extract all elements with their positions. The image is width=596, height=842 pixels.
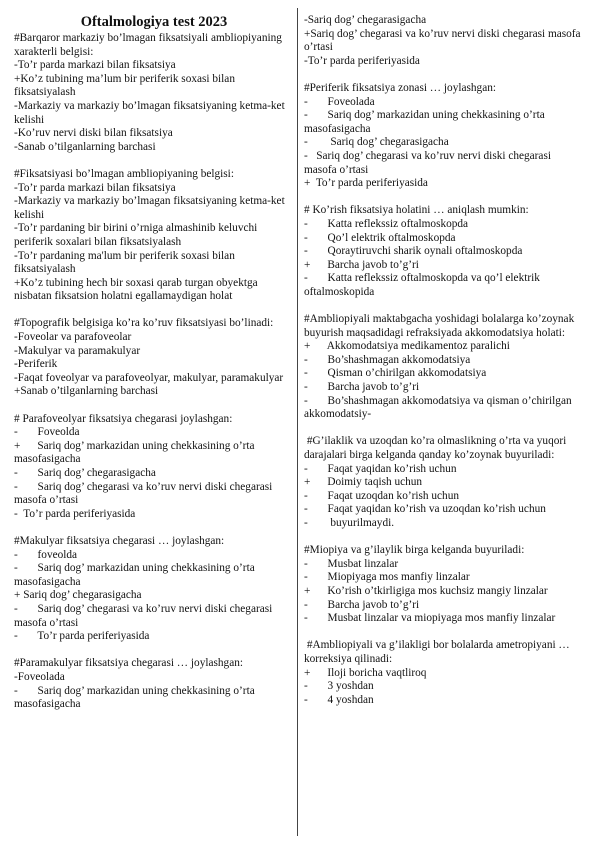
document-title: Oftalmologiya test 2023 [80,14,228,30]
answer-option-text: -To’r pardaning ma'lum bir periferik soxasi bilan fiksatsiyalash [14,249,238,276]
question-block [14,413,294,522]
answer-option-text: -Sanab o’tilganlarning barchasi [14,140,156,153]
answer-option-text: + Barcha javob to’g’ri [304,258,419,271]
answer-option-text: + Ko’rish o’tkirligiga mos kuchsiz mangiy linzalar [304,584,548,597]
question-block [304,639,586,707]
answer-option-text: - To’r parda periferiyasida [14,630,150,643]
answer-option-text: + Iloji boricha vaqtliroq [304,666,427,679]
answer-option-text: +Sariq dog’ chegarasi va ko’ruv nervi diski chegarasi masofa o’rtasi [304,27,584,54]
answer-option-text: +Ko’z tubining hech bir soxasi qarab turgan obyektga nisbatan fiksatsion holatni egallamaydigan holat [14,276,261,303]
answer-option-text: - Sariq dog’ chegarasigacha [14,467,156,479]
question-block [304,82,586,191]
answer-option-text: - 3 yoshdan [304,680,374,693]
answer-option-text: - Sariq dog’ chegarasi va ko’ruv nervi diski chegarasi masofa o’rtasi [14,602,276,629]
question-block [14,317,294,399]
answer-option [14,440,294,467]
answer-option [14,630,294,644]
question-block [14,168,294,304]
answer-option-text: -To’r pardaning bir birini o’rniga almashinib keluvchi periferik soxalari bilan fiksatsiyalash [14,222,261,248]
answer-option [14,508,294,522]
question-block [304,14,586,68]
answer-option-text: - Katta reflekssiz oftalmoskopda [304,217,469,230]
question-block [304,204,586,299]
answer-option [304,694,586,708]
left-column [14,14,294,712]
answer-option [14,467,294,481]
answer-option [304,96,586,110]
answer-option-text: - Qoraytiruvchi sharik oynali oftalmoskopda [304,245,523,258]
answer-option-text: - Foveolda [14,426,80,439]
question-text: #G’ilaklik va uzoqdan ko’ra olmaslikning o’rta va yuqori darajalari birga kelganda qanday ko’zoynak buyuriladi: [304,435,570,461]
answer-option-text: - foveolda [14,548,78,561]
answer-option-text: - Sariq dog’ chegarasi va ko’ruv nervi diski chegarasi masofa o’rtasi [14,480,276,507]
answer-option [304,585,586,599]
answer-option [14,562,294,589]
question-text: #Miopiya va g’ilaylik birga kelganda buyuriladi: [304,544,525,557]
answer-option [304,245,586,259]
answer-option-text: - buyurilmaydi. [304,516,395,529]
answer-option [14,426,294,440]
answer-option-text: - Barcha javob to’g’ri [304,598,420,611]
answer-option-text: - Barcha javob to’g’ri [304,381,420,394]
column-divider [297,8,298,836]
answer-option-text: - Bo’shashmagan akkomodatsiya va qisman o’chirilgan akkomodatsiy- [304,394,575,421]
question-text: #Barqaror markaziy bo’lmagan fiksatsiyali ambliopiyaning xarakterli belgisi: [14,32,285,58]
answer-option [304,136,586,150]
right-column [304,14,586,707]
answer-option [304,109,586,136]
answer-option-text: - Faqat yaqidan ko’rish uchun [304,462,457,475]
answer-option [14,685,294,712]
answer-option-text: -Sariq dog’ chegarasigacha [304,14,427,26]
answer-option-text: - Faqat yaqidan ko’rish va uzoqdan ko’rish uchun [304,503,546,516]
question-text: # Parafoveolyar fiksatsiya chegarasi joylashgan: [14,412,233,425]
answer-option [304,571,586,585]
answer-option [304,340,586,354]
question-block [14,32,294,154]
question-text: #Ambliopiyali va g’ilakligi bor bolalarda ametropiyani … korreksiya qilinadi: [304,639,573,665]
question-text: #Ambliopiyali maktabgacha yoshidagi bolalarga ko’zoynak buyurish maqsadidagi refraksiyada akkomodatsiya holati: [304,313,578,339]
answer-option [304,395,586,422]
answer-option-text: - Sariq dog’ markazidan uning chekkasining o’rta masofasigacha [14,562,258,588]
answer-option [304,612,586,626]
answer-option-text: -Markaziy va markaziy bo’lmagan fiksatsiyaning ketma-ket kelishi [14,195,288,221]
answer-option-text: - Bo’shashmagan akkomodatsiya [304,353,471,366]
answer-option-text: -Faqat foveolyar va parafoveolyar, makulyar, paramakulyar [14,371,284,384]
question-block [304,313,586,422]
answer-option-text: - To’r parda periferiyasida [14,507,136,520]
question-block [14,657,294,711]
answer-option-text: -To’r parda periferiyasida [304,54,420,67]
right-question-list [304,14,586,707]
answer-option-text: - Sariq dog’ markazidan uning chekkasining o’rta masofasigacha [304,109,548,135]
answer-option-text: -Markaziy va markaziy bo’lmagan fiksatsiyaning ketma-ket kelishi [14,99,288,126]
answer-option [304,272,586,299]
answer-option [304,367,586,381]
answer-option-text: - Katta reflekssiz oftalmoskopda va qo’l elektrik oftalmoskopida [304,272,543,298]
answer-option-text: + Akkomodatsiya medikamentoz paralichi [304,340,510,353]
answer-option-text: - Sariq dog’ markazidan uning chekkasining o’rta masofasigacha [14,684,258,711]
answer-option-text: + Sariq dog’ markazidan uning chekkasining o’rta masofasigacha [14,439,258,466]
answer-option [304,463,586,477]
question-text: #Topografik belgisiga ko’ra ko’ruv fiksatsiyasi bo’linadi: [14,317,274,330]
answer-option [304,558,586,572]
question-text: #Makulyar fiksatsiya chegarasi … joylashgan: [14,534,225,547]
answer-option [304,667,586,681]
answer-option-text: - Musbat linzalar va miopiyaga mos manfiy linzalar [304,612,556,625]
answer-option-text: + Doimiy taqish uchun [304,476,423,489]
answer-option-text: -Foveolar va parafoveolar [14,331,132,344]
answer-option-text: -Periferik [14,358,58,371]
answer-option-text: - Qisman o’chirilgan akkomodatsiya [304,367,487,380]
answer-option-text: -Ko’ruv nervi diski bilan fiksatsiya [14,127,173,140]
answer-option [304,150,586,177]
left-question-list [14,32,294,712]
answer-option-text: - Sariq dog’ chegarasigacha [304,136,449,149]
answer-option [304,354,586,368]
answer-option [304,517,586,531]
question-block [304,435,586,530]
answer-option-text: - Musbat linzalar [304,557,399,570]
question-text: #Fiksatsiyasi bo’lmagan ambliopiyaning belgisi: [14,167,234,180]
answer-option [304,177,586,191]
answer-option-text: +Ko’z tubining ma’lum bir periferik soxasi bilan fiksatsiyalash [14,72,238,99]
answer-option [14,481,294,508]
answer-option [304,232,586,246]
answer-option [304,259,586,273]
question-text: #Paramakulyar fiksatsiya chegarasi … joylashgan: [14,657,244,670]
answer-option-text: +Sanab o’tilganlarning barchasi [14,385,159,398]
answer-option-text: - Foveolada [304,95,375,108]
answer-option-text: -Foveolada [14,670,65,683]
answer-option-text: - Sariq dog’ chegarasi va ko’ruv nervi diski chegarasi masofa o’rtasi [304,149,554,176]
question-text: # Ko’rish fiksatsiya holatini … aniqlash mumkin: [304,204,529,217]
answer-option-text: -To’r parda markazi bilan fiksatsiya [14,59,176,72]
answer-option [304,599,586,613]
question-text: #Periferik fiksatsiya zonasi … joylashgan: [304,81,497,94]
answer-option [304,476,586,490]
answer-option [14,603,294,630]
answer-option [304,503,586,517]
answer-option-text: + Sariq dog’ chegarasigacha [14,589,142,602]
answer-option-text: - 4 yoshdan [304,693,374,706]
answer-option [304,218,586,232]
answer-option [304,381,586,395]
answer-option [304,680,586,694]
answer-option-text: + To’r parda periferiyasida [304,177,428,190]
question-block [304,544,586,626]
question-block [14,535,294,644]
answer-option-text: - Miopiyaga mos manfiy linzalar [304,571,470,584]
answer-option [304,490,586,504]
answer-option-text: - Faqat uzoqdan ko’rish uchun [304,489,459,502]
answer-option-text: -To’r parda markazi bilan fiksatsiya [14,181,176,194]
answer-option [14,549,294,563]
answer-option-text: - Qo’l elektrik oftalmoskopda [304,231,456,244]
answer-option-text: -Makulyar va paramakulyar [14,344,141,357]
